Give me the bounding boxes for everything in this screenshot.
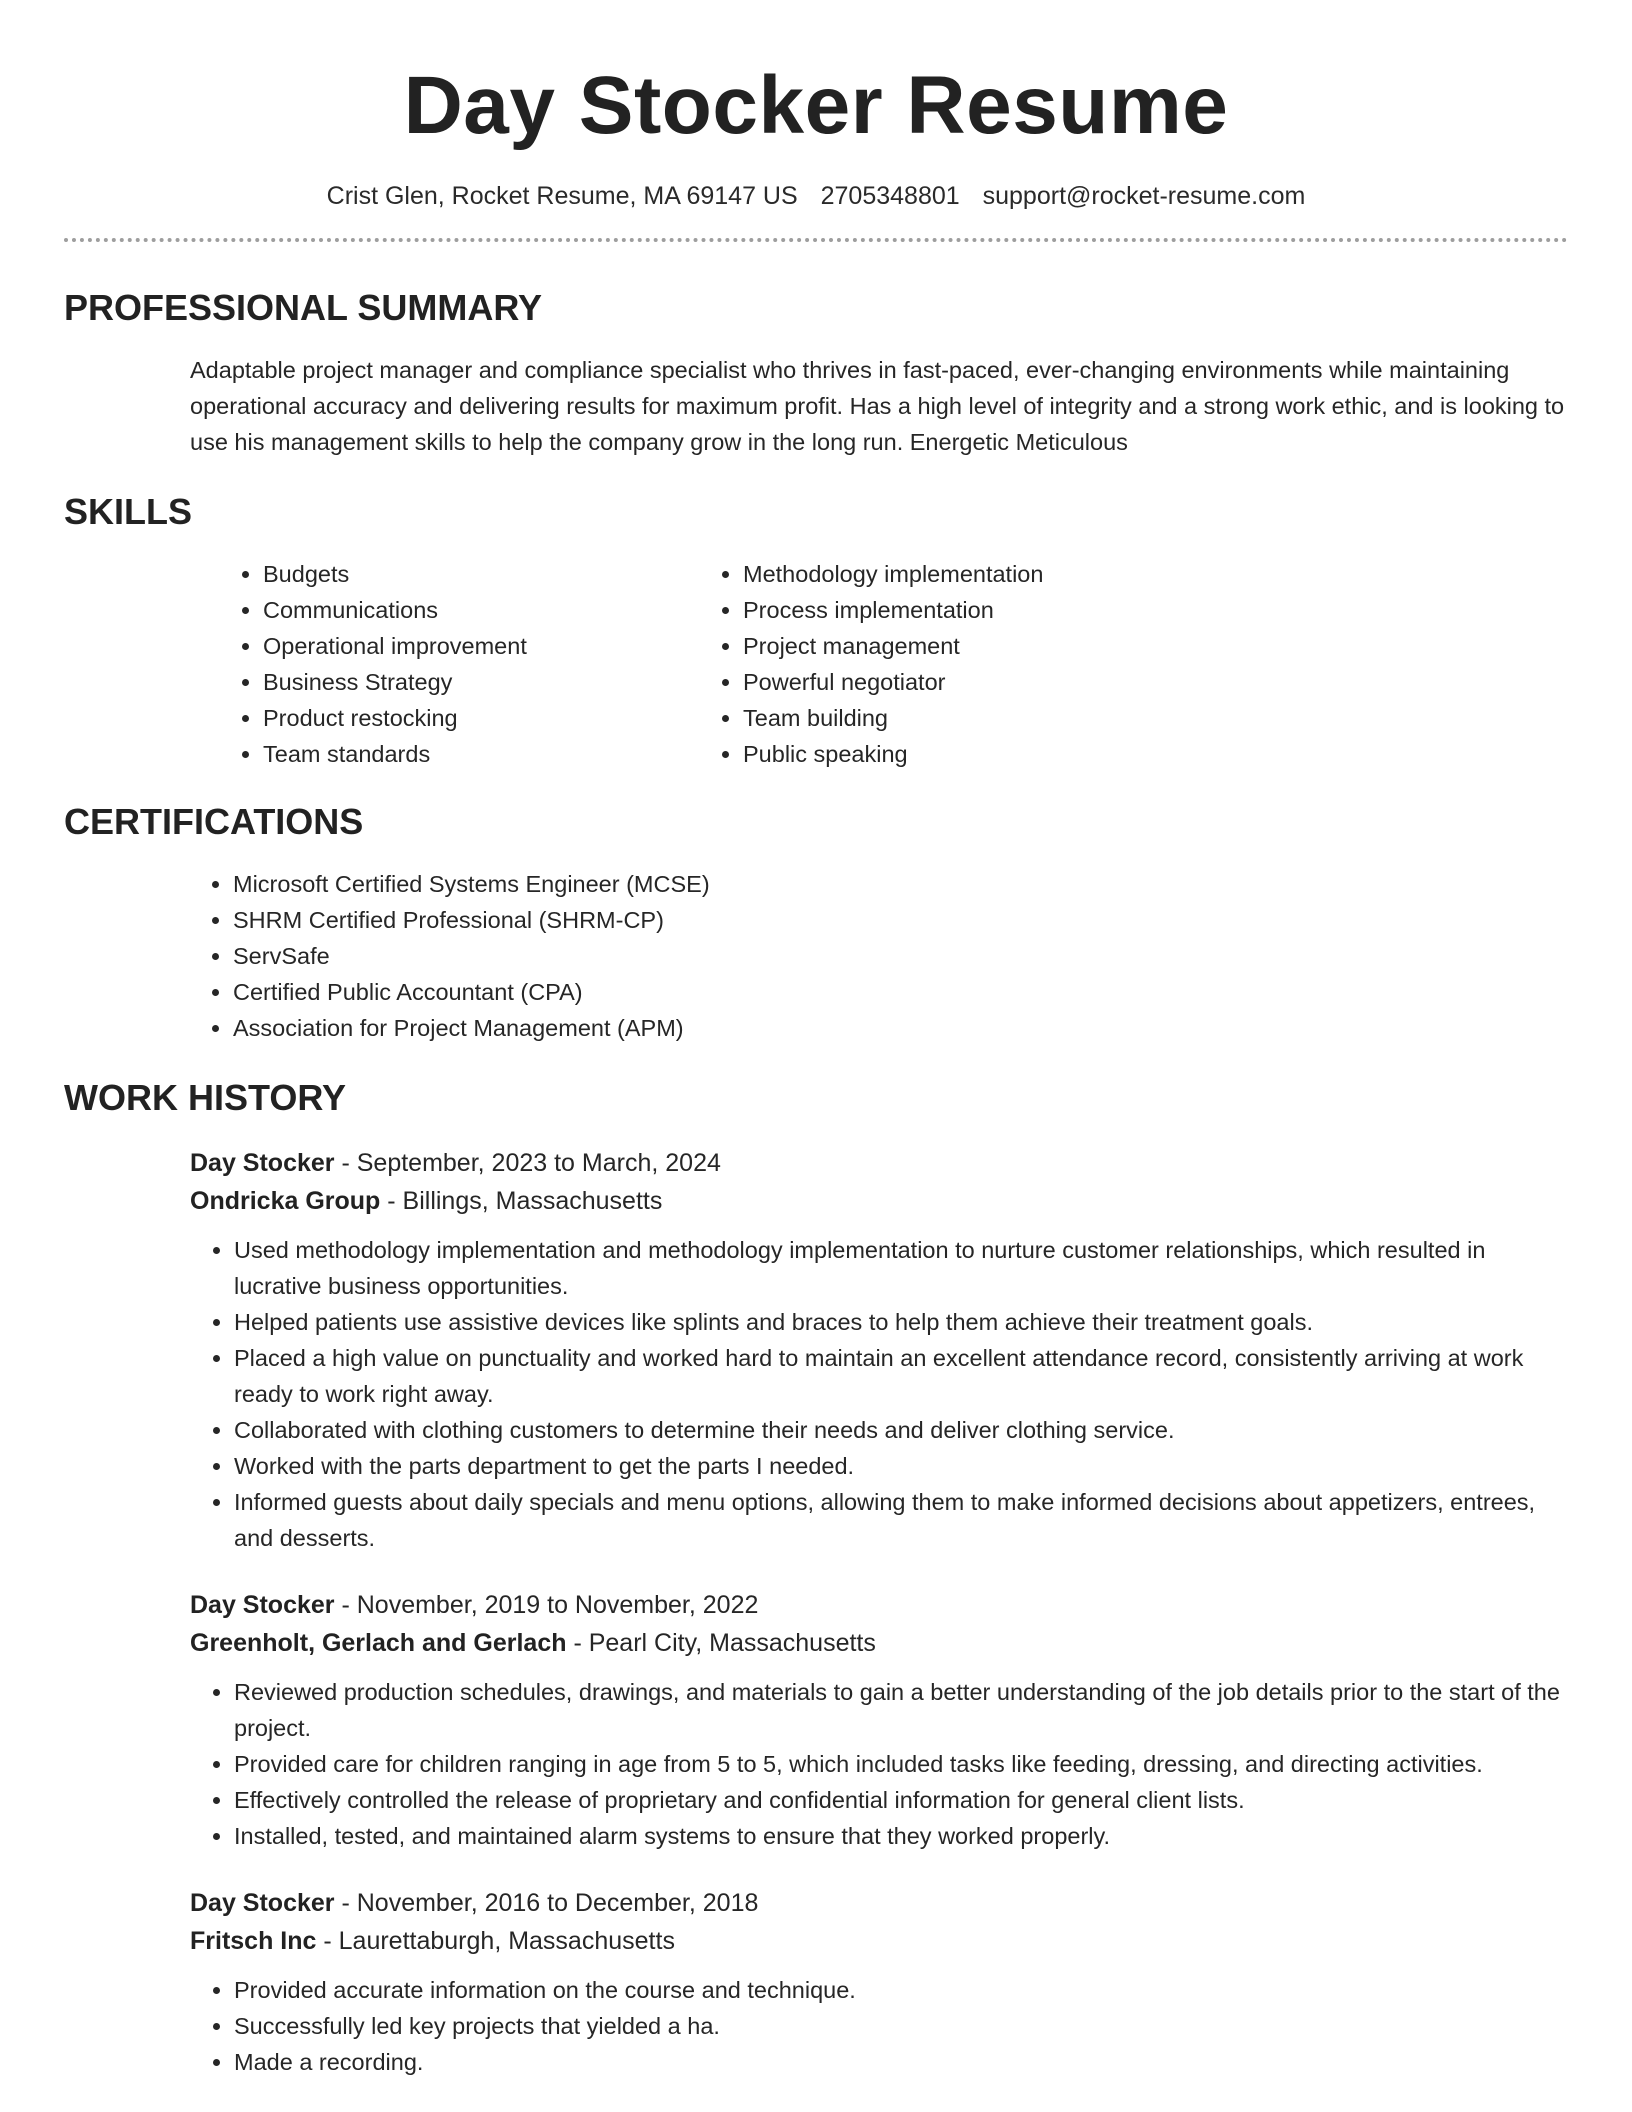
- job-dates: - November, 2019 to November, 2022: [334, 1591, 759, 1619]
- job-bullet: • Installed, tested, and maintained alarm systems to ensure that they worked properly.: [234, 1818, 1568, 1854]
- job-dates: - November, 2016 to December, 2018: [334, 1889, 759, 1917]
- certification-item: • Microsoft Certified Systems Engineer (MCSE): [233, 866, 1568, 902]
- job-location: - Billings, Massachusetts: [380, 1187, 663, 1215]
- job-bullet: • Informed guests about daily specials and menu options, allowing them to make informed decisions about appetizers, entrees, and desserts.: [234, 1484, 1568, 1556]
- summary-text: Adaptable project manager and compliance specialist who thrives in fast-paced, ever-changing environments while maintaining operational accuracy and delivering results for maximum profit. Has a high level of integrity and a strong work ethic, and is looking to use his management skills to help the company grow in the long run. Energetic Meticulous: [190, 357, 1565, 455]
- job-title: Day Stocker: [190, 1149, 335, 1177]
- job-title-line: [190, 1586, 1568, 1624]
- contact-phone: 2705348801: [820, 182, 960, 210]
- job-bullet: • Placed a high value on punctuality and worked hard to maintain an excellent attendance record, consistently arriving at work ready to work right away.: [234, 1340, 1568, 1412]
- certification-item: • SHRM Certified Professional (SHRM-CP): [233, 902, 1568, 938]
- skills-column-right: [743, 556, 1343, 772]
- job-bullet: • Made a recording.: [234, 2044, 1568, 2080]
- job-bullets: [190, 1232, 1568, 1556]
- skill-item: • Process implementation: [743, 592, 1343, 628]
- contact-address: Crist Glen, Rocket Resume, MA 69147 US: [326, 182, 798, 210]
- job-company: Ondricka Group: [190, 1187, 381, 1215]
- job-company: Greenholt, Gerlach and Gerlach: [190, 1629, 567, 1657]
- certification-item: • ServSafe: [233, 938, 1568, 974]
- job-bullet: • Effectively controlled the release of proprietary and confidential information for general client lists.: [234, 1782, 1568, 1818]
- certification-item: • Certified Public Accountant (CPA): [233, 974, 1568, 1010]
- skill-item: • Team building: [743, 700, 1343, 736]
- job-bullet: • Successfully led key projects that yielded a ha.: [234, 2008, 1568, 2044]
- certifications-list: [64, 866, 1568, 1046]
- job-bullets: [190, 1972, 1568, 2080]
- skill-item: • Budgets: [263, 556, 863, 592]
- skill-item: • Team standards: [263, 736, 863, 772]
- job-title: Day Stocker: [190, 1591, 335, 1619]
- work-history-heading: WORK HISTORY: [64, 1077, 347, 1118]
- skill-item: • Operational improvement: [263, 628, 863, 664]
- job-bullet: • Provided accurate information on the course and technique.: [234, 1972, 1568, 2008]
- job-bullet: • Used methodology implementation and methodology implementation to nurture customer relationships, which resulted in lucrative business opportunities.: [234, 1232, 1568, 1304]
- skill-item: • Public speaking: [743, 736, 1343, 772]
- skills-column-left: [233, 556, 743, 772]
- job-company-line: [190, 1182, 1568, 1220]
- skill-item: • Methodology implementation: [743, 556, 1343, 592]
- job-location: - Laurettaburgh, Massachusetts: [316, 1927, 675, 1955]
- job-bullet: • Collaborated with clothing customers to determine their needs and deliver clothing service.: [234, 1412, 1568, 1448]
- job-title: Day Stocker: [190, 1889, 335, 1917]
- resume-page: [64, 0, 1568, 2080]
- summary-heading: PROFESSIONAL SUMMARY: [64, 287, 543, 328]
- job-company-line: [190, 1624, 1568, 1662]
- job-entry: [190, 1884, 1568, 2080]
- job-title-line: [190, 1884, 1568, 1922]
- contact-line: [64, 180, 1568, 212]
- job-title-line: [190, 1144, 1568, 1182]
- resume-title: Day Stocker Resume: [403, 60, 1229, 151]
- skills-list: [64, 556, 1568, 772]
- job-location: - Pearl City, Massachusetts: [566, 1629, 876, 1657]
- skill-item: • Business Strategy: [263, 664, 863, 700]
- job-company: Fritsch Inc: [190, 1927, 317, 1955]
- certifications-heading: CERTIFICATIONS: [64, 801, 364, 842]
- skill-item: • Product restocking: [263, 700, 863, 736]
- skills-heading: SKILLS: [64, 491, 193, 532]
- job-entry: [190, 1144, 1568, 1556]
- contact-email: support@rocket-resume.com: [982, 182, 1306, 210]
- skill-item: • Powerful negotiator: [743, 664, 1343, 700]
- job-bullet: • Reviewed production schedules, drawings, and materials to gain a better understanding of the job details prior to the start of the project.: [234, 1674, 1568, 1746]
- job-bullet: • Provided care for children ranging in age from 5 to 5, which included tasks like feeding, dressing, and directing activities.: [234, 1746, 1568, 1782]
- skill-item: • Communications: [263, 592, 863, 628]
- job-company-line: [190, 1922, 1568, 1960]
- certification-item: • Association for Project Management (APM): [233, 1010, 1568, 1046]
- job-bullets: [190, 1674, 1568, 1854]
- job-bullet: • Helped patients use assistive devices like splints and braces to help them achieve their treatment goals.: [234, 1304, 1568, 1340]
- job-dates: - September, 2023 to March, 2024: [334, 1149, 721, 1177]
- job-bullet: • Worked with the parts department to get the parts I needed.: [234, 1448, 1568, 1484]
- job-entry: [190, 1586, 1568, 1854]
- header-divider: [64, 238, 1568, 242]
- skill-item: • Project management: [743, 628, 1343, 664]
